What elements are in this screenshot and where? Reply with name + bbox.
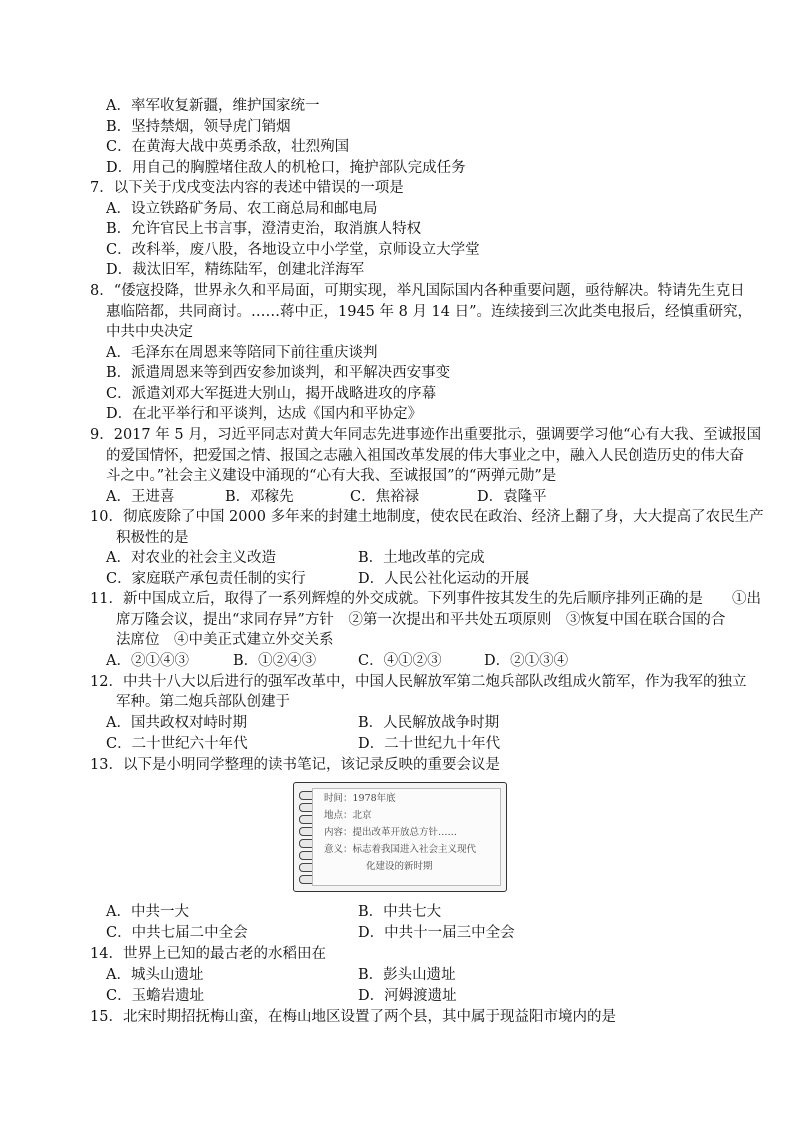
q11-option-d: D．②①③④	[484, 653, 569, 669]
q9-stem-line2: 的爱国情怀，把爱国之情、报国之志融入祖国改革发展的伟大事业之中，融入人民创造历史的伟大奋	[106, 448, 744, 464]
q14-option-a: A．城头山遗址	[106, 967, 204, 983]
q14-option-d: D．河姆渡遗址	[358, 988, 457, 1004]
q8-option-c: C．派遣刘邓大军挺进大别山，揭开战略进攻的序幕	[106, 386, 437, 402]
q10-option-b: B．土地改革的完成	[358, 550, 485, 566]
q10-option-d: D．人民公社化运动的开展	[358, 571, 530, 587]
q12-option-c: C．二十世纪六十年代	[106, 736, 248, 752]
q11-option-c: C．④①②③	[358, 653, 442, 669]
q7-option-b: B．允许官民上书言事，澄清吏治，取消旗人特权	[106, 221, 422, 237]
q8-option-d: D．在北平举行和平谈判，达成《国内和平协定》	[106, 406, 423, 422]
q14-option-b: B．彭头山遗址	[358, 967, 456, 983]
q6-option-a: A．率军收复新疆，维护国家统一	[106, 98, 320, 114]
q14-option-c: C．玉蟾岩遗址	[106, 988, 205, 1004]
q11-option-a: A．②①④③	[106, 653, 189, 669]
q8-option-a: A．毛泽东在周恩来等陪同下前往重庆谈判	[106, 345, 378, 361]
q9-option-c: C．焦裕禄	[350, 489, 420, 505]
q12-option-d: D．二十世纪九十年代	[358, 736, 501, 752]
q10-stem-line1: 10．彻底废除了中国 2000 多年来的封建土地制度，使农民在政治、经济上翻了身，大大提高了农民生产	[90, 509, 764, 525]
note-content: 内容：提出改革开放总方针……	[324, 827, 458, 838]
q12-option-b: B．人民解放战争时期	[358, 715, 500, 731]
q9-stem-line3: 斗之中。”社会主义建设中涌现的“心有大我、至诚报国”的“两弹元勋”是	[106, 468, 557, 484]
note-time: 时间：1978年底	[324, 793, 396, 804]
q9-option-d: D．袁隆平	[477, 489, 547, 505]
q8-stem-line3: 中共中央决定	[106, 324, 193, 340]
q7-option-a: A．设立铁路矿务局、农工商总局和邮电局	[106, 201, 378, 217]
q11-stem-line2: 席万隆会议，提出“求同存异”方针 ②第一次提出和平共处五项原则 ③恢复中国在联合国的合	[116, 612, 726, 628]
q6-option-c: C．在黄海大战中英勇杀敌，壮烈殉国	[106, 139, 350, 155]
q12-stem-line1: 12．中共十八大以后进行的强军改革中，中国人民解放军第二炮兵部队改组成火箭军，作为我军的独立	[90, 674, 747, 690]
q8-option-b: B．派遣周恩来等到西安参加谈判，和平解决西安事变	[106, 365, 451, 381]
q13-option-a: A．中共一大	[106, 904, 189, 920]
q13-option-d: D．中共十一届三中全会	[358, 925, 515, 941]
q11-stem-line3: 法席位 ④中美正式建立外交关系	[116, 632, 334, 648]
q11-option-b: B．①②④③	[233, 653, 317, 669]
q12-option-a: A．国共政权对峙时期	[106, 715, 247, 731]
q11-stem-line1: 11．新中国成立后，取得了一系列辉煌的外交成就。下列事件按其发生的先后顺序排列正确的是 ①出	[90, 591, 761, 607]
q7-option-d: D．裁汰旧军，精练陆军，创建北洋海军	[106, 262, 365, 278]
q7-option-c: C．改科举，废八股，各地设立中小学堂，京师设立大学堂	[106, 242, 480, 258]
note-meaning-line1: 意义：标志着我国进入社会主义现代	[324, 844, 477, 855]
note-place: 地点：北京	[324, 810, 372, 821]
reading-note-card	[293, 782, 507, 892]
q9-option-b: B．邓稼先	[225, 489, 294, 505]
q6-option-d: D．用自己的胸膛堵住敌人的机枪口，掩护部队完成任务	[106, 160, 466, 176]
q12-stem-line2: 军种。第二炮兵部队创建于	[116, 694, 290, 710]
q7-stem: 7．以下关于戊戌变法内容的表述中错误的一项是	[90, 180, 404, 196]
q10-option-c: C．家庭联产承包责任制的实行	[106, 571, 306, 587]
q13-option-b: B．中共七大	[358, 904, 442, 920]
q6-option-b: B．坚持禁烟，领导虎门销烟	[106, 119, 291, 135]
q8-stem-line1: 8．“倭寇投降，世界永久和平局面，可期实现，举凡国际国内各种重要问题，亟待解决。特请先生克日	[90, 283, 745, 299]
q13-option-c: C．中共七届二中全会	[106, 925, 248, 941]
q13-stem: 13．以下是小明同学整理的读书笔记，该记录反映的重要会议是	[90, 757, 500, 773]
note-meaning-line2: 化建设的新时期	[366, 861, 433, 872]
q9-option-a: A．王进喜	[106, 489, 175, 505]
q8-stem-line2: 惠临陪都，共同商讨。……蒋中正，1945 年 8 月 14 日”。连续接到三次此类电报后，经慎重研究，	[106, 304, 753, 320]
q10-option-a: A．对农业的社会主义改造	[106, 550, 276, 566]
q9-stem-line1: 9．2017 年 5 月，习近平同志对黄大年同志先进事迹作出重要批示，强调要学习他“心有大我、至诚报国	[90, 427, 762, 443]
q15-stem: 15．北宋时期招抚梅山蛮，在梅山地区设置了两个县，其中属于现益阳市境内的是	[90, 1009, 616, 1025]
q14-stem: 14．世界上已知的最古老的水稻田在	[90, 946, 326, 962]
q10-stem-line2: 积极性的是	[116, 530, 189, 546]
